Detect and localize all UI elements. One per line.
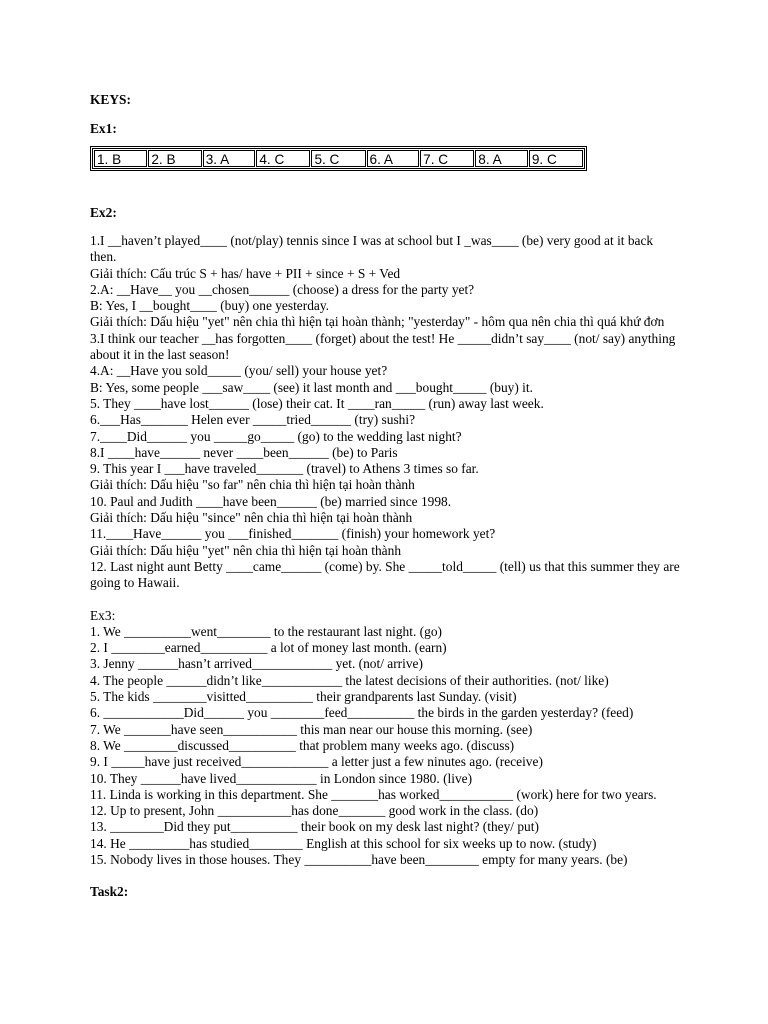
ex3-line: 5. The kids ________visitted__________ their grandparents last Sunday. (visit) (90, 689, 517, 705)
ex2-line: 4.A: __Have you sold_____ (you/ sell) your house yet? (90, 363, 388, 379)
ex2-line: Giải thích: Dấu hiệu "yet" nên chia thì hiện tại hoàn thành; "yesterday" - hôm qua nên chia thì quá khứ đơn (90, 314, 665, 330)
ex2-line: 5. They ____have lost______ (lose) their cat. It ____ran_____ (run) away last week. (90, 395, 544, 411)
ex2-line: B: Yes, some people ___saw____ (see) it last month and ___bought_____ (buy) it. (90, 379, 533, 395)
ex3-line: 1. We __________went________ to the restaurant last night. (go) (90, 623, 442, 639)
ex2-heading: Ex2: (90, 205, 117, 220)
document-page (90, 92, 684, 900)
ex3-line: 14. He _________has studied________ English at this school for six weeks up to now. (study) (90, 835, 597, 851)
ex3-line: 3. Jenny ______hasn’t arrived____________ yet. (not/ arrive) (90, 656, 423, 672)
ex3-line: 4. The people ______didn’t like____________ the latest decisions of their authorities. (not/ like) (90, 672, 609, 688)
ex1-heading: Ex1: (90, 121, 117, 136)
ex2-line: 9. This year I ___have traveled_______ (travel) to Athens 3 times so far. (90, 461, 479, 477)
ex3-line: 12. Up to present, John ___________has done_______ good work in the class. (do) (90, 803, 539, 819)
answer-cell: 5. C (311, 150, 365, 167)
ex2-line: 3.I think our teacher __has forgotten____ (forget) about the test! He _____didn’t say____ (not/ say) anything about it in the last season! (90, 330, 679, 363)
ex3-line: 2. I ________earned__________ a lot of money last month. (earn) (90, 640, 447, 656)
ex3-line: 9. I _____have just received_____________ a letter just a few ninutes ago. (receive) (90, 754, 543, 770)
ex3-line: 8. We ________discussed__________ that problem many weeks ago. (discuss) (90, 737, 515, 753)
ex2-line: 1.I __haven’t played____ (not/play) tennis since I was at school but I _was____ (be) very good at it back then. (90, 233, 657, 265)
ex3-line: 13. ________Did they put__________ their book on my desk last night? (they/ put) (90, 819, 539, 835)
ex2-line: B: Yes, I __bought____ (buy) one yesterday. (90, 298, 330, 314)
ex2-line: 8.I ____have______ never ____been______ (be) to Paris (90, 444, 398, 460)
answer-cell: 3. A (203, 150, 256, 167)
ex2-line: Giải thích: Dấu hiệu "yet" nên chia thì hiện tại hoàn thành (90, 542, 402, 558)
keys-heading: KEYS: (90, 92, 131, 107)
answer-cell: 9. C (529, 150, 583, 167)
answer-cell: 1. B (94, 150, 147, 167)
answer-cell: 8. A (475, 150, 528, 167)
ex3-line: 11. Linda is working in this department. She _______has worked___________ (work) here for two years. (90, 786, 657, 802)
answer-cell: 2. B (148, 150, 201, 167)
ex3-heading: Ex3: (90, 607, 116, 623)
answer-cell: 4. C (256, 150, 310, 167)
ex3-line: 15. Nobody lives in those houses. They __________have been________ empty for many years. (be) (90, 851, 628, 867)
ex2-line: 6.___Has_______ Helen ever _____tried______ (try) sushi? (90, 412, 416, 428)
ex2-line: Giải thích: Dấu hiệu "since" nên chia thì hiện tại hoàn thành (90, 510, 413, 526)
ex2-line: 7.____Did______ you _____go_____ (go) to the wedding last night? (90, 428, 462, 444)
ex2-line: 10. Paul and Judith ____have been______ (be) married since 1998. (90, 493, 452, 509)
task2-heading: Task2: (90, 884, 129, 900)
answer-cell: 6. A (367, 150, 420, 167)
answer-cell: 7. C (420, 150, 474, 167)
ex3-answers (90, 624, 680, 868)
ex2-line: 12. Last night aunt Betty ____came______ (come) by. She _____told_____ (tell) us that this summer they are going to Hawaii. (90, 558, 684, 591)
ex2-line: 2.A: __Have__ you __chosen______ (choose) a dress for the party yet? (90, 281, 475, 297)
ex2-line: 11.____Have______ you ___finished_______ (finish) your homework yet? (90, 526, 496, 542)
ex2-line: Giải thích: Cấu trúc S + has/ have + PII + since + S + Ved (90, 265, 401, 281)
ex3-line: 10. They ______have lived____________ in London since 1980. (live) (90, 770, 473, 786)
ex3-line: 7. We _______have seen___________ this man near our house this morning. (see) (90, 721, 533, 737)
ex3-line: 6. ____________Did______ you ________feed__________ the birds in the garden yesterday? (feed) (90, 705, 634, 721)
ex2-answers (90, 233, 684, 592)
ex2-line: Giải thích: Dấu hiệu "so far" nên chia thì hiện tại hoàn thành (90, 477, 415, 493)
ex1-answer-table (90, 146, 587, 171)
